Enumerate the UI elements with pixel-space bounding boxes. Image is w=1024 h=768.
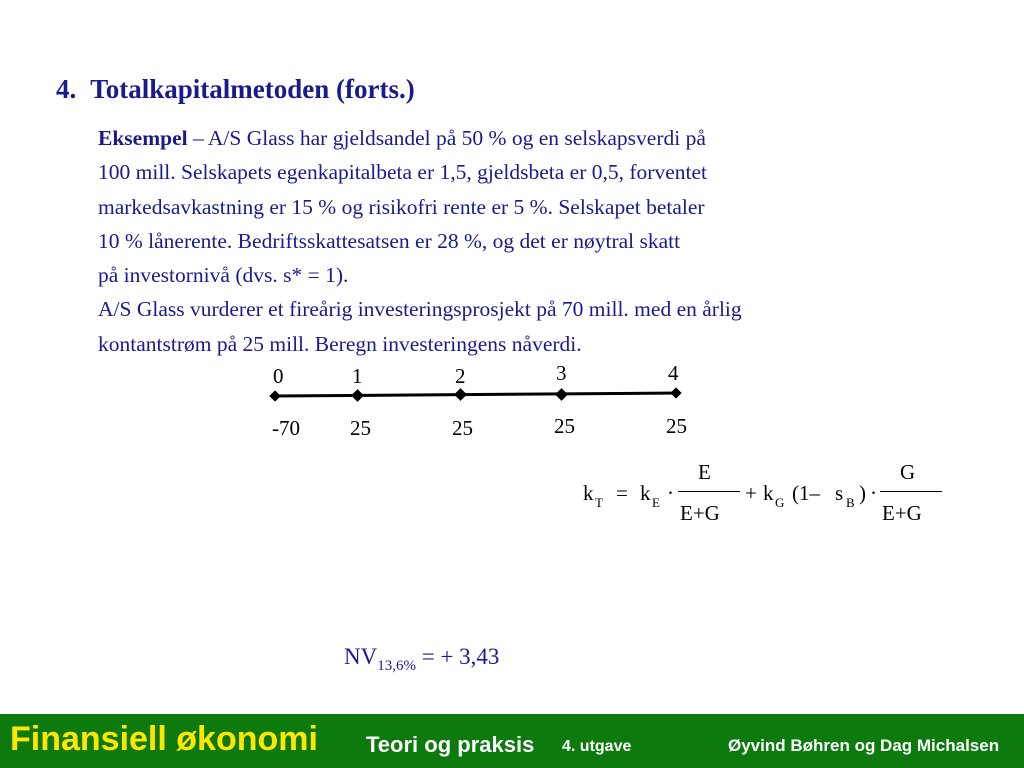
timeline-cashflow-1: 25 — [350, 416, 371, 440]
example-line-3: 10 % lånerente. Bedriftsskattesatsen er 28 %, og det er nøytral skatt — [98, 228, 681, 253]
footer-edition: 4. utgave — [562, 738, 632, 755]
formula-s: s — [835, 481, 844, 505]
timeline-cashflow-0: -70 — [272, 416, 300, 440]
formula-equals: = — [616, 481, 628, 505]
formula-den-2: E+G — [882, 501, 922, 525]
formula-plus: + — [745, 481, 757, 505]
section-number: 4. — [56, 74, 77, 104]
footer-authors: Øyvind Bøhren og Dag Michalsen — [728, 736, 1000, 755]
formula-fraction-bar — [880, 491, 942, 492]
npv-subscript: 13,6% — [377, 658, 416, 674]
timeline-period-3: 3 — [556, 361, 567, 385]
example-line-2: markedsavkastning er 15 % og risikofri rente er 5 %. Selskapet betaler — [98, 194, 705, 219]
section-title: Totalkapitalmetoden (forts.) — [90, 74, 415, 104]
formula-dot: · — [667, 481, 674, 505]
formula-k: k — [763, 481, 774, 505]
footer-book-title: Finansiell økonomi — [10, 720, 318, 758]
timeline-cashflow-2: 25 — [452, 416, 473, 440]
wacc-formula — [583, 458, 953, 528]
formula-k: k — [640, 481, 651, 505]
formula-num-e: E — [698, 460, 711, 484]
example-label: Eksempel — [98, 126, 188, 150]
footer-subtitle: Teori og praksis — [366, 732, 535, 757]
timeline-marker-2 — [454, 388, 467, 401]
formula-k: k — [583, 481, 594, 505]
formula-sub-e: E — [652, 495, 660, 510]
formula-one-minus: (1– — [792, 481, 820, 505]
npv-value: = + 3,43 — [415, 644, 500, 669]
formula-sub-b: B — [846, 495, 855, 510]
example-line-4: på investornivå (dvs. s* = 1). — [98, 263, 349, 288]
timeline-cashflow-3: 25 — [554, 414, 575, 438]
footer-bar — [0, 714, 1024, 768]
example-line-0: Eksempel – A/S Glass har gjeldsandel på 50 % og en selskapsverdi på — [98, 126, 706, 150]
formula-close-paren: ) — [859, 481, 866, 505]
example-line-5: A/S Glass vurderer et fireårig investeringsprosjekt på 70 mill. med en årlig — [98, 297, 742, 322]
timeline-cashflow-4: 25 — [666, 414, 687, 438]
npv-prefix: NV — [344, 644, 378, 669]
timeline-period-0: 0 — [273, 364, 284, 388]
formula-num-g: G — [900, 460, 916, 484]
timeline-marker-0 — [269, 390, 280, 401]
timeline-axis — [275, 393, 680, 396]
formula-fraction-bar — [678, 491, 740, 492]
timeline-period-1: 1 — [352, 364, 363, 388]
example-line-1: 100 mill. Selskapets egenkapitalbeta er 1,5, gjeldsbeta er 0,5, forventet — [98, 160, 707, 185]
formula-sub-g: G — [775, 495, 785, 510]
example-line-6: kontantstrøm på 25 mill. Beregn investeringens nåverdi. — [98, 331, 582, 356]
formula-sub-t: T — [595, 495, 603, 510]
timeline-period-4: 4 — [668, 361, 679, 385]
timeline-period-2: 2 — [455, 364, 466, 388]
timeline-marker-3 — [555, 388, 568, 401]
formula-dot: · — [870, 481, 877, 505]
timeline-marker-4 — [670, 387, 681, 398]
formula-den-1: E+G — [680, 501, 720, 525]
npv-result — [344, 644, 499, 675]
timeline-marker-1 — [351, 389, 364, 402]
